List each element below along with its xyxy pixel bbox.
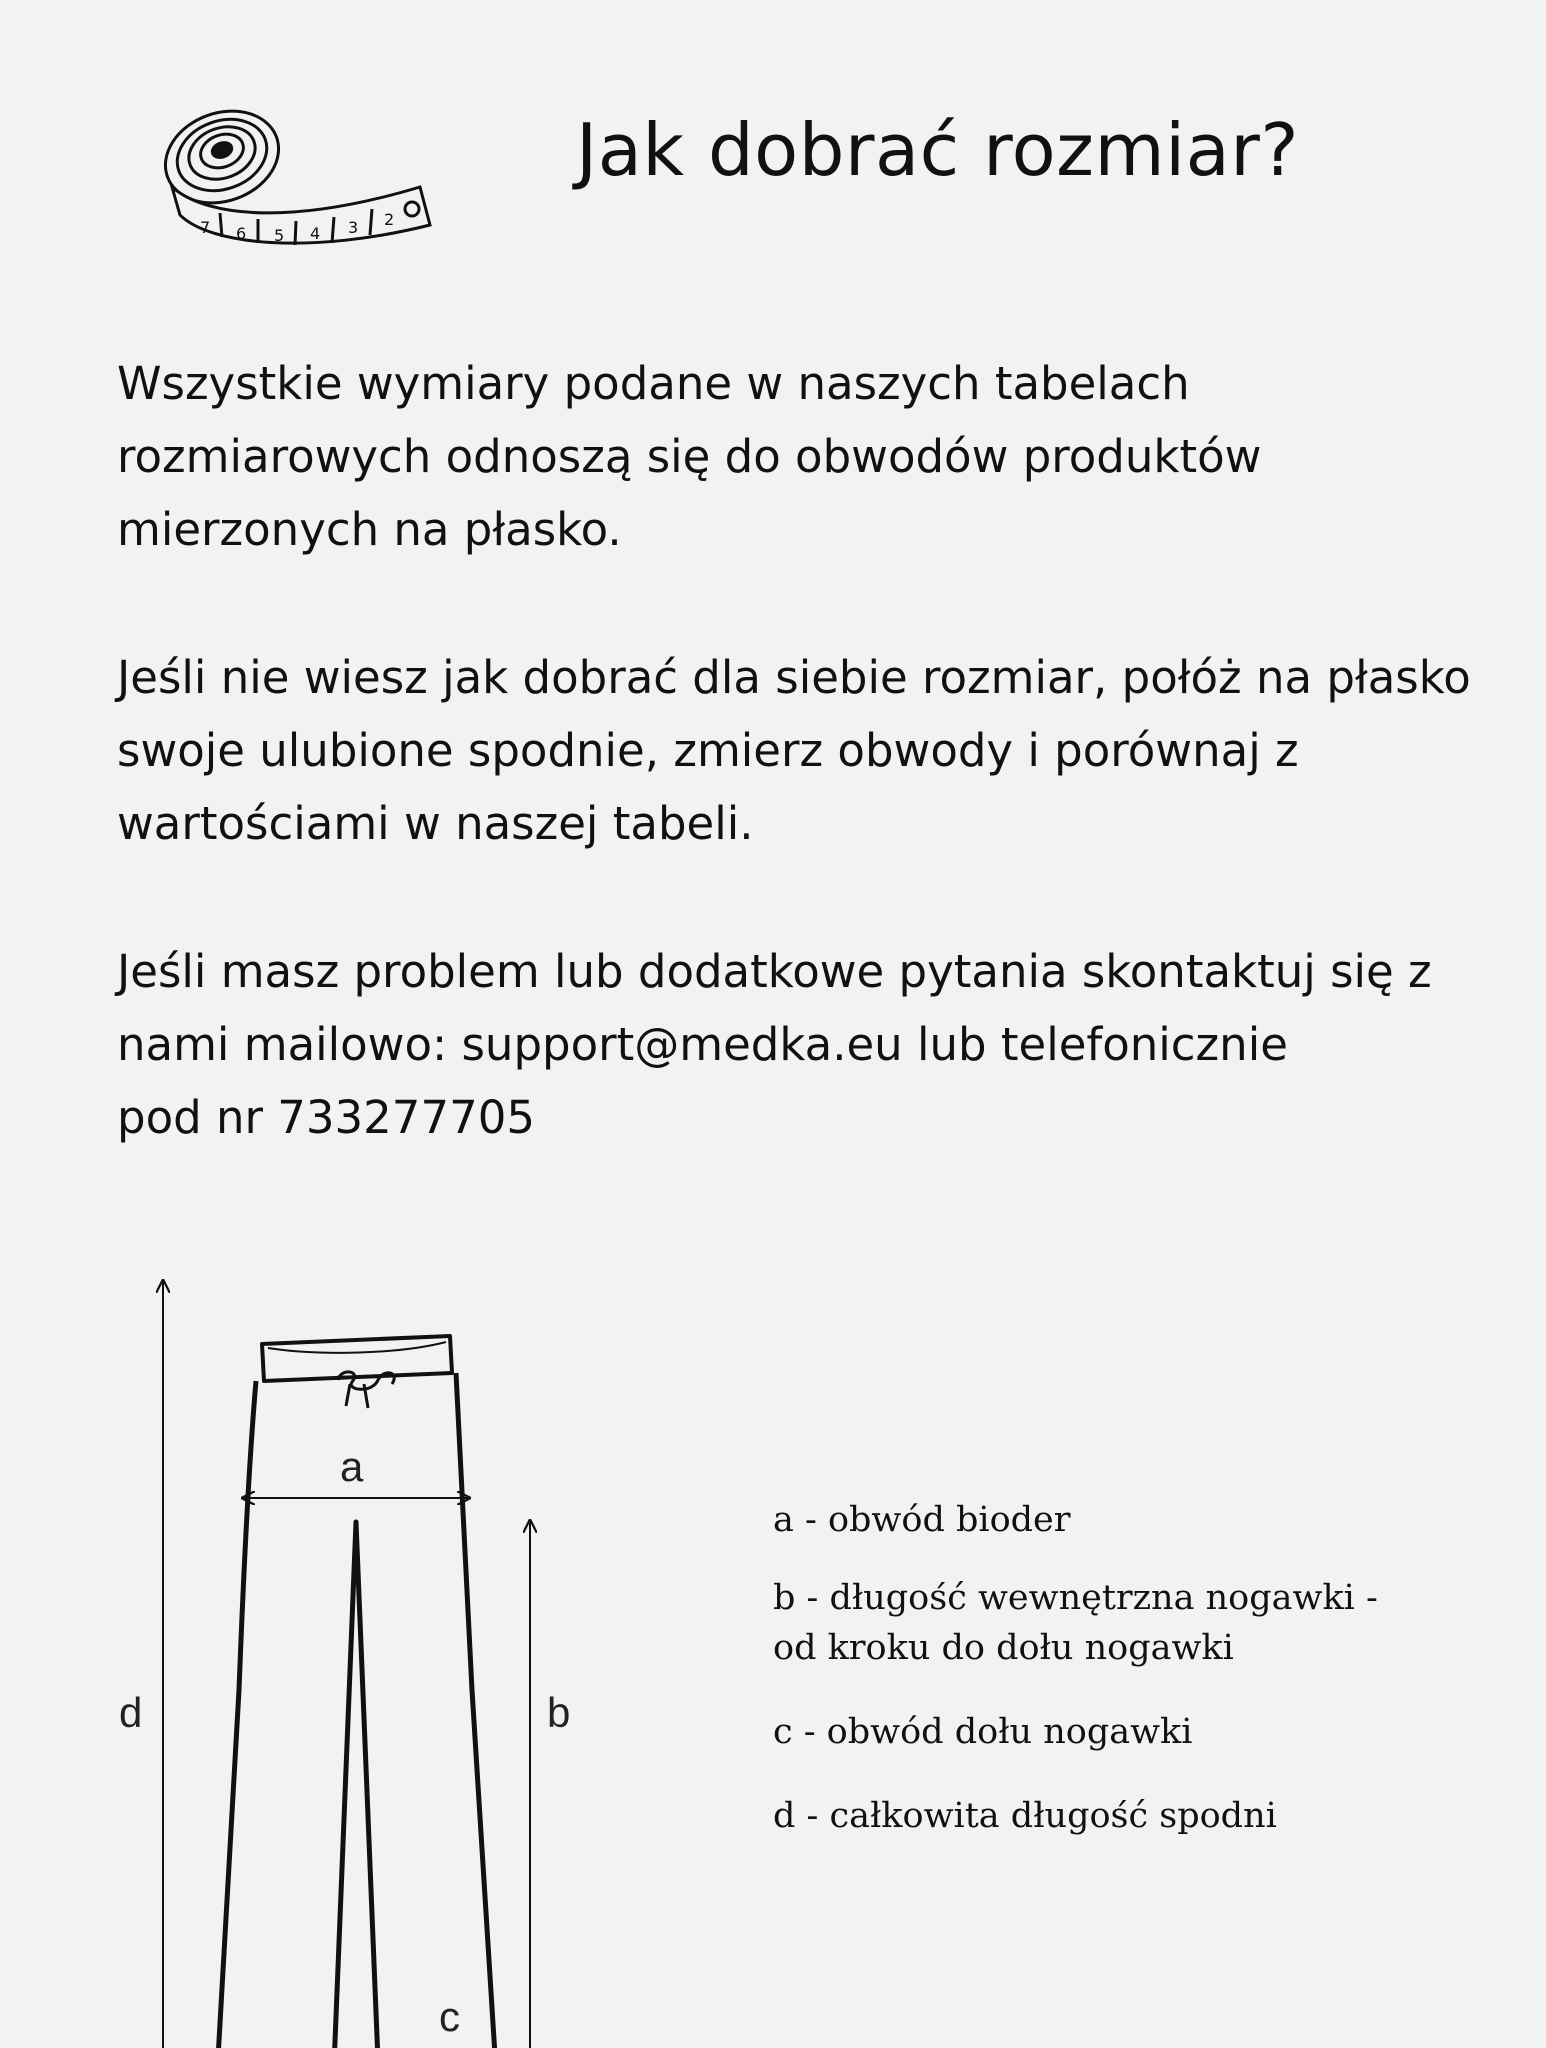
- legend-item-d: [773, 1791, 1277, 1841]
- paragraph-how-to: [117, 641, 1537, 860]
- trousers-outline-left: [215, 1381, 256, 2048]
- tape-number: 5: [274, 226, 285, 245]
- legend-item-b: [773, 1573, 1378, 1673]
- trousers-outline-right: [456, 1373, 498, 2048]
- tape-number: 2: [384, 210, 395, 229]
- label-b: b: [547, 1689, 571, 1736]
- legend-text: a - obwód bioder: [773, 1500, 1071, 1540]
- waistband: [262, 1336, 452, 1381]
- label-d: d: [119, 1689, 143, 1736]
- paragraph-line: swoje ulubione spodnie, zmierz obwody i porównaj z: [117, 724, 1299, 777]
- label-c: c: [439, 1993, 460, 2040]
- paragraph-line: Wszystkie wymiary podane w naszych tabelach: [117, 357, 1190, 410]
- legend-text: d - całkowita długość spodni: [773, 1796, 1277, 1836]
- paragraph-line: mierzonych na płasko.: [117, 503, 622, 556]
- paragraph-line: nami mailowo: support@medka.eu lub telefonicznie: [117, 1018, 1288, 1071]
- legend-item-a: [773, 1495, 1071, 1545]
- measuring-tape-icon: [150, 95, 440, 255]
- page-title: Jak dobrać rozmiar?: [576, 108, 1300, 192]
- tape-number: 6: [236, 224, 247, 243]
- paragraph-line: Jeśli nie wiesz jak dobrać dla siebie rozmiar, połóż na płasko: [117, 651, 1471, 704]
- legend-item-c: [773, 1707, 1192, 1757]
- paragraph-line: rozmiarowych odnoszą się do obwodów produktów: [117, 430, 1262, 483]
- paragraph-contact: [117, 935, 1537, 1154]
- tape-number: 4: [310, 224, 321, 243]
- tape-number: 3: [348, 218, 359, 237]
- paragraph-line: Jeśli masz problem lub dodatkowe pytania skontaktuj się z: [117, 945, 1432, 998]
- legend-text: od kroku do dołu nogawki: [773, 1628, 1234, 1668]
- legend-text: b - długość wewnętrzna nogawki -: [773, 1578, 1378, 1618]
- label-a: a: [340, 1443, 364, 1490]
- paragraph-line: pod nr 733277705: [117, 1091, 535, 1144]
- legend-text: c - obwód dołu nogawki: [773, 1712, 1193, 1752]
- tape-number: 7: [200, 218, 211, 237]
- trousers-diagram: [100, 1260, 620, 2048]
- paragraph-line: wartościami w naszej tabeli.: [117, 797, 754, 850]
- paragraph-measurements: [117, 347, 1537, 566]
